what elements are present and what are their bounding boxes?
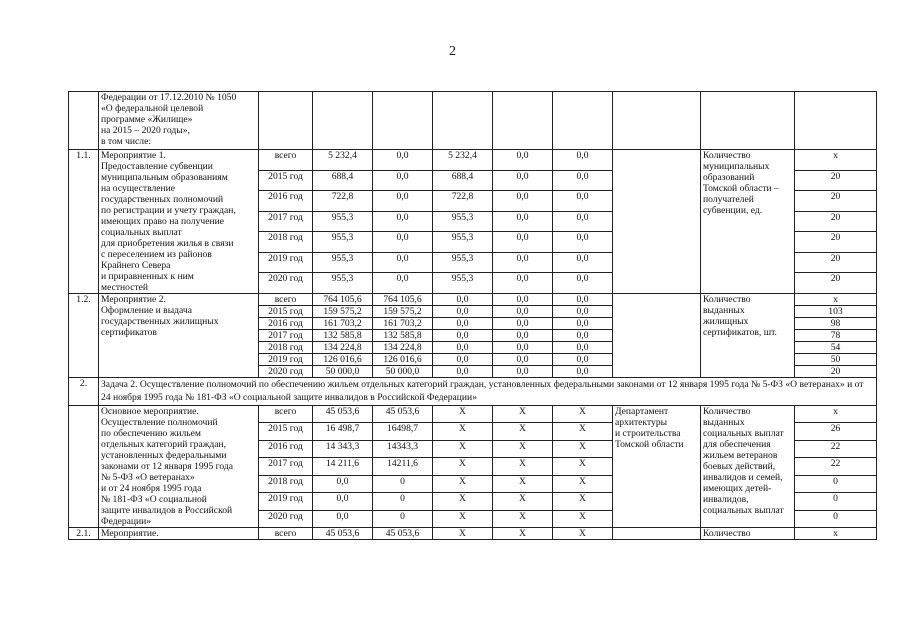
period-cell: 2020 год [259,366,313,378]
amount-cell: 0,0 [313,475,373,492]
executor-cell [613,150,701,294]
amount-cell: X [433,440,493,457]
period-cell: 2015 год [259,306,313,318]
indicator-cell: Количество выданных жилищных сертификатов, шт. [701,294,795,378]
indicator-value-cell: x [795,528,877,540]
amount-cell: 0,0 [553,170,613,191]
amount-cell: 14 211,6 [313,458,373,475]
amount-cell: X [553,440,613,457]
amount-cell: 159 575,2 [373,306,433,318]
amount-cell: 0,0 [433,306,493,318]
empty-cell [613,92,701,150]
indicator-value-cell: x [795,150,877,171]
row-number-cell: 2. [69,378,99,406]
amount-cell: 161 703,2 [313,318,373,330]
amount-cell: 0,0 [553,232,613,253]
amount-cell: 0,0 [493,318,553,330]
indicator-value-cell: 22 [795,440,877,457]
period-cell: 2017 год [259,330,313,342]
amount-cell: X [553,406,613,423]
indicator-value-cell: 0 [795,493,877,510]
amount-cell: 764 105,6 [373,294,433,306]
period-cell: всего [259,528,313,540]
empty-cell [795,92,877,150]
period-cell: 2020 год [259,273,313,294]
amount-cell: 5 232,4 [313,150,373,171]
amount-cell: 764 105,6 [313,294,373,306]
amount-cell: 0,0 [493,273,553,294]
indicator-value-cell: 98 [795,318,877,330]
period-cell: 2019 год [259,252,313,273]
amount-cell: 126 016,6 [313,354,373,366]
program-table [68,91,877,540]
amount-cell: X [493,423,553,440]
amount-cell: 0,0 [433,330,493,342]
activity-name-cell: Мероприятие 1. Предоставление субвенции муниципальным образованиям на осуществление государственных полномочий по регистрации и учету граждан, имеющих право на получение социальных выплат для приобретения жилья в связи с переселением из районов Крайнего Севера и приравненных к ним местностей [99,150,259,294]
indicator-value-cell: 103 [795,306,877,318]
indicator-value-cell: 26 [795,423,877,440]
period-cell: 2019 год [259,354,313,366]
amount-cell: 722,8 [313,191,373,212]
period-cell: всего [259,406,313,423]
amount-cell: X [553,458,613,475]
amount-cell: 134 224,8 [373,342,433,354]
amount-cell: 0,0 [493,342,553,354]
amount-cell: 0,0 [493,232,553,253]
row-number-cell [69,406,99,528]
amount-cell: X [433,510,493,527]
amount-cell: 0,0 [493,170,553,191]
amount-cell: 955,3 [313,273,373,294]
indicator-cell: Количество [701,528,795,540]
activity-name-cell: Мероприятие 2. Оформление и выдача государственных жилищных сертификатов [99,294,259,378]
row-number-cell: 1.2. [69,294,99,378]
indicator-value-cell: 20 [795,232,877,253]
amount-cell: 0,0 [493,191,553,212]
period-cell: 2020 год [259,510,313,527]
amount-cell: 16498,7 [373,423,433,440]
amount-cell: 45 053,6 [373,528,433,540]
row-number-cell: 1.1. [69,150,99,294]
amount-cell: 0,0 [493,252,553,273]
amount-cell: 0,0 [313,493,373,510]
indicator-value-cell: 0 [795,475,877,492]
amount-cell: 955,3 [433,273,493,294]
activity-name-cell: Основное мероприятие. Осуществление полномочий по обеспечению жильем отдельных категорий граждан, установленных федеральными законами от 12 января 1995 года № 5-ФЗ «О ветеранах» и от 24 ноября 1995 года № 181-ФЗ «О социальной защите инвалидов в Российской Федерации» [99,406,259,528]
amount-cell: 134 224,8 [313,342,373,354]
indicator-value-cell: 20 [795,252,877,273]
period-cell: 2016 год [259,191,313,212]
period-cell: 2017 год [259,458,313,475]
amount-cell: 0 [373,475,433,492]
empty-cell [259,92,313,150]
amount-cell: X [553,423,613,440]
table-row [69,150,877,171]
amount-cell: X [553,528,613,540]
empty-cell [701,92,795,150]
task-row [69,378,877,406]
amount-cell: 0,0 [373,150,433,171]
amount-cell: 132 585,8 [373,330,433,342]
table-row [69,294,877,306]
amount-cell: 0,0 [373,232,433,253]
amount-cell: 0,0 [553,294,613,306]
amount-cell: 0,0 [553,191,613,212]
amount-cell: 0,0 [433,318,493,330]
amount-cell: 0,0 [373,273,433,294]
amount-cell: X [433,475,493,492]
amount-cell: 955,3 [313,232,373,253]
amount-cell: 159 575,2 [313,306,373,318]
activity-name-cell: Федерации от 17.12.2010 № 1050 «О федеральной целевой программе «Жилище» на 2015 – 2020 годы», в том числе: [99,92,259,150]
period-cell: 2018 год [259,475,313,492]
amount-cell: 16 498,7 [313,423,373,440]
period-cell: 2015 год [259,170,313,191]
amount-cell: 688,4 [433,170,493,191]
empty-cell [493,92,553,150]
empty-cell [373,92,433,150]
amount-cell: 688,4 [313,170,373,191]
amount-cell: 955,3 [313,252,373,273]
indicator-value-cell: 78 [795,330,877,342]
period-cell: 2016 год [259,318,313,330]
amount-cell: 0,0 [313,510,373,527]
page-number: 2 [449,44,456,59]
amount-cell: 132 585,8 [313,330,373,342]
amount-cell: 50 000,0 [373,366,433,378]
amount-cell: 0,0 [493,354,553,366]
task-text-cell: Задача 2. Осуществление полномочий по обеспечению жильем отдельных категорий граждан, установленных федеральными законами от 12 января 1995 года № 5-ФЗ «О ветеранах» и от 24 ноября 1995 года № 181-ФЗ «О социальной защите инвалидов в Российской Федерации» [99,378,877,406]
amount-cell: 0,0 [553,354,613,366]
period-cell: 2019 год [259,493,313,510]
amount-cell: X [553,510,613,527]
amount-cell: X [553,493,613,510]
indicator-value-cell: 20 [795,170,877,191]
amount-cell: 0,0 [433,354,493,366]
indicator-value-cell: 50 [795,354,877,366]
amount-cell: 0,0 [553,273,613,294]
amount-cell: 0,0 [373,191,433,212]
amount-cell: 0 [373,510,433,527]
table-row [69,528,877,540]
amount-cell: 0,0 [553,342,613,354]
amount-cell: 45 053,6 [313,406,373,423]
amount-cell: X [493,528,553,540]
amount-cell: 0 [373,493,433,510]
row-number-cell [69,92,99,150]
amount-cell: 0,0 [433,366,493,378]
amount-cell: 0,0 [493,211,553,232]
period-cell: всего [259,294,313,306]
amount-cell: 0,0 [553,252,613,273]
amount-cell: 0,0 [493,150,553,171]
amount-cell: 955,3 [433,211,493,232]
row-number-cell: 2.1. [69,528,99,540]
amount-cell: 0,0 [373,211,433,232]
amount-cell: 5 232,4 [433,150,493,171]
amount-cell: X [493,458,553,475]
amount-cell: 0,0 [373,252,433,273]
amount-cell: X [493,510,553,527]
table-row [69,92,877,150]
amount-cell: 0,0 [553,211,613,232]
amount-cell: 0,0 [553,330,613,342]
amount-cell: 722,8 [433,191,493,212]
indicator-value-cell: 20 [795,366,877,378]
amount-cell: 0,0 [553,150,613,171]
amount-cell: X [433,458,493,475]
amount-cell: 955,3 [433,232,493,253]
indicator-value-cell: 20 [795,191,877,212]
period-cell: 2018 год [259,342,313,354]
amount-cell: 126 016,6 [373,354,433,366]
amount-cell: 45 053,6 [313,528,373,540]
indicator-value-cell: x [795,294,877,306]
amount-cell: 45 053,6 [373,406,433,423]
amount-cell: 0,0 [493,306,553,318]
amount-cell: 955,3 [433,252,493,273]
indicator-value-cell: x [795,406,877,423]
amount-cell: X [433,493,493,510]
indicator-value-cell: 20 [795,211,877,232]
empty-cell [433,92,493,150]
amount-cell: X [433,528,493,540]
amount-cell: 0,0 [493,330,553,342]
amount-cell: 0,0 [493,366,553,378]
indicator-cell: Количество выданных социальных выплат для обеспечения жильем ветеранов боевых действий, инвалидов и семей, имеющих детей- инвалидов, социальных выплат [701,406,795,528]
executor-cell [613,528,701,540]
amount-cell: 14343,3 [373,440,433,457]
amount-cell: X [493,406,553,423]
amount-cell: 0,0 [433,342,493,354]
period-cell: 2018 год [259,232,313,253]
period-cell: 2015 год [259,423,313,440]
indicator-value-cell: 22 [795,458,877,475]
amount-cell: 14211,6 [373,458,433,475]
indicator-cell: Количество муниципальных образований Томской области – получателей субвенции, ед. [701,150,795,294]
amount-cell: X [553,475,613,492]
period-cell: всего [259,150,313,171]
executor-cell [613,294,701,378]
empty-cell [313,92,373,150]
amount-cell: 0,0 [433,294,493,306]
amount-cell: 0,0 [493,294,553,306]
activity-name-cell: Мероприятие. [99,528,259,540]
amount-cell: X [493,475,553,492]
period-cell: 2017 год [259,211,313,232]
indicator-value-cell: 0 [795,510,877,527]
amount-cell: 0,0 [553,366,613,378]
amount-cell: 0,0 [553,318,613,330]
amount-cell: 161 703,2 [373,318,433,330]
amount-cell: 0,0 [553,306,613,318]
executor-cell: Департамент архитектуры и строительства Томской области [613,406,701,528]
period-cell: 2016 год [259,440,313,457]
amount-cell: X [493,440,553,457]
amount-cell: 50 000,0 [313,366,373,378]
amount-cell: X [433,406,493,423]
amount-cell: 955,3 [313,211,373,232]
table-row [69,406,877,423]
amount-cell: 14 343,3 [313,440,373,457]
amount-cell: X [433,423,493,440]
indicator-value-cell: 54 [795,342,877,354]
amount-cell: X [493,493,553,510]
indicator-value-cell: 20 [795,273,877,294]
amount-cell: 0,0 [373,170,433,191]
empty-cell [553,92,613,150]
